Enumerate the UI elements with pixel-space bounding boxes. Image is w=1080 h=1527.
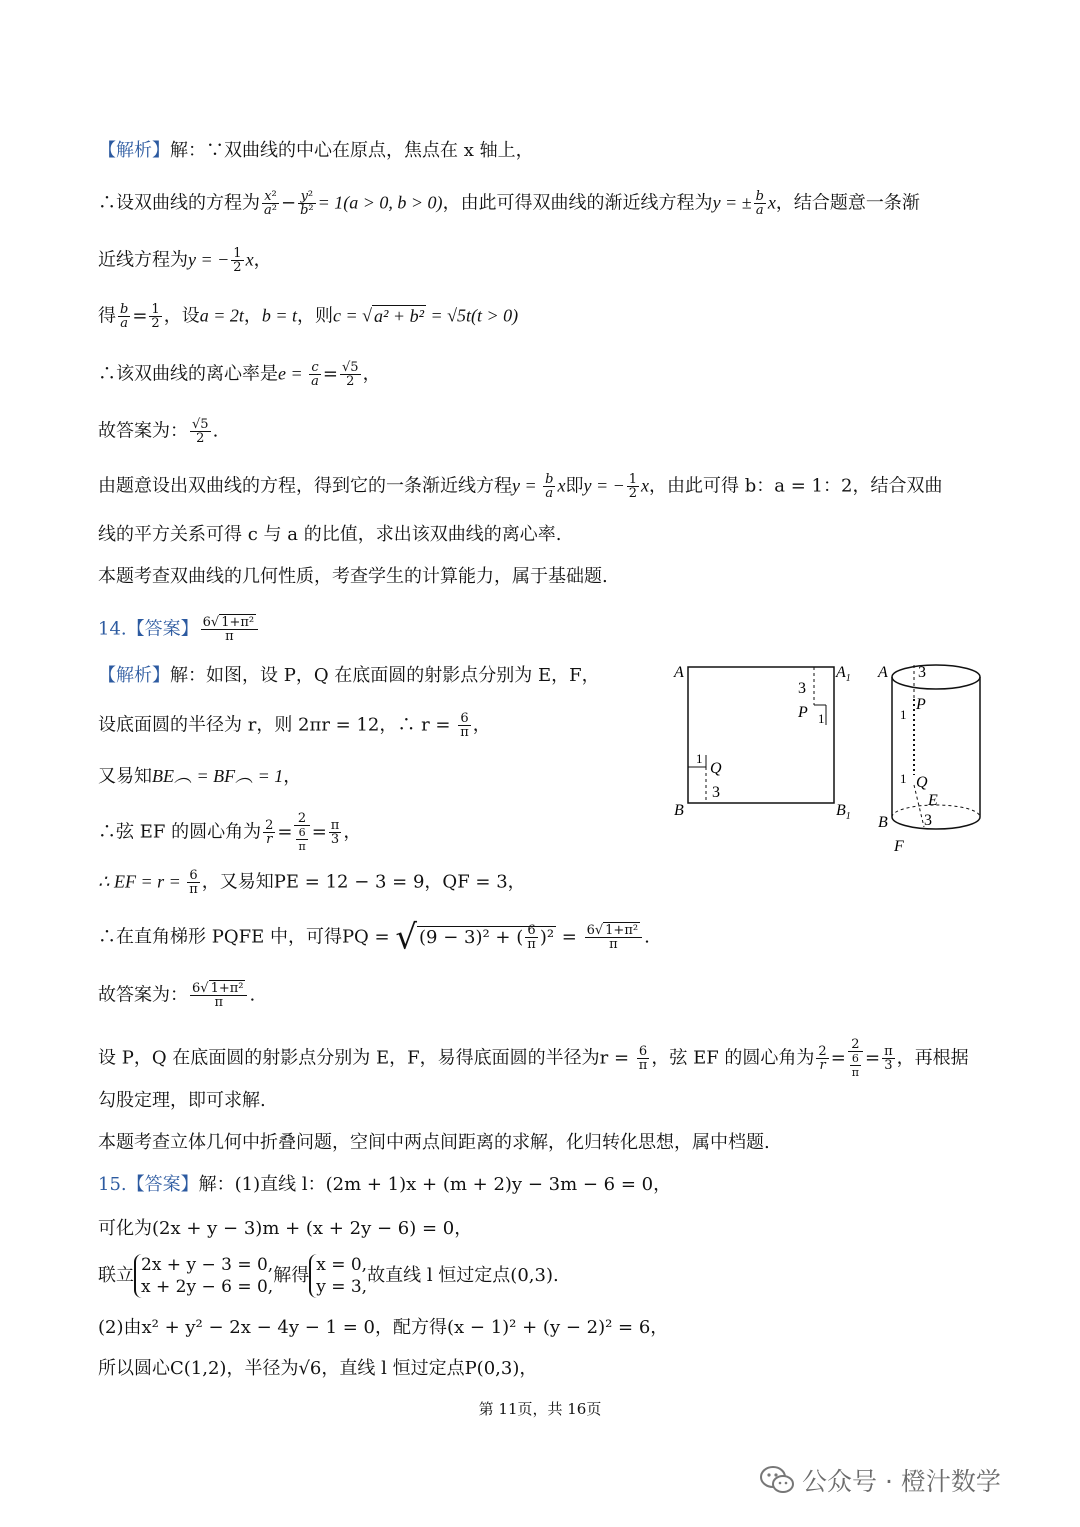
label-1-left: 1	[696, 751, 703, 766]
cyl-label-1-bottom: 1	[900, 771, 907, 786]
analysis-tag: 【解析】	[98, 140, 170, 161]
label-Q: Q	[710, 760, 722, 777]
page-footer: 第 11页，共 16页	[478, 1400, 602, 1418]
answer-tag: 【答案】	[126, 618, 199, 640]
cyl-label-E: E	[928, 792, 938, 809]
label-P: P	[798, 704, 808, 721]
q13-line-8: 线的平方关系可得 c 与 a 的比值，求出该双曲线的离心率.	[98, 524, 562, 545]
q14-line-10: 本题考查立体几何中折叠问题，空间中两点间距离的求解，化归转化思想，属中档题.	[98, 1132, 770, 1153]
cyl-label-1-top: 1	[900, 707, 907, 722]
analysis-tag: 【解析】	[98, 665, 170, 686]
cyl-label-3-top: 3	[918, 664, 926, 681]
cyl-label-F: F	[894, 838, 904, 855]
q14-line-2: 设底面圆的半径为 r，则 2πr = 12，∴ r = $\frac{6}{\pi}$ ，	[98, 711, 491, 740]
label-1-right: 1	[818, 711, 825, 726]
label-B: B	[674, 802, 684, 819]
cylinder-top	[892, 665, 980, 689]
q13-line-1: 【解析】解：∵双曲线的中心在原点，焦点在 x 轴上，	[98, 140, 534, 161]
q14-line-8: 设 P，Q 在底面圆的射影点分别为 E，F，易得底面圆的半径为r = $\frac{6}{\pi}$ ，弦 EF 的圆心角为 $\frac{2}{r}$ = $\frac{2}{\frac{6}{\pi}}$ = $\frac{\pi}{3}$ ，再根据	[98, 1037, 969, 1079]
watermark: 公众号 · 橙汁数学	[760, 1462, 1001, 1501]
geometry-figure	[668, 655, 988, 855]
wechat-icon	[760, 1465, 794, 1501]
label-A1: $A_1$	[836, 664, 851, 684]
equation-system-1: 2x + y − 3 = 0, x + 2y − 6 = 0,	[134, 1254, 273, 1298]
cyl-label-B: B	[878, 814, 888, 831]
label-B1: $B_1$	[836, 802, 851, 822]
q15-line-1: 15.【答案】解：(1)直线 l：(2m + 1)x + (m + 2)y − 3m − 6 = 0，	[98, 1174, 672, 1195]
label-A: A	[674, 664, 684, 681]
q13-line-5: ∴该双曲线的离心率是e = $\frac{c}{a}$ = $\frac{√5}{2}$ ，	[98, 360, 381, 389]
q14-line-5: ∴ EF = r = $\frac{6}{\pi}$ ，又易知PE = 12 − 3 = 9，QF = 3，	[98, 868, 526, 897]
equation-system-2: x = 0, y = 3,	[309, 1254, 367, 1298]
label-3-top: 3	[798, 680, 806, 697]
cyl-label-A: A	[878, 664, 888, 681]
q14-answer-line: 14.【答案】 $\frac{\text{6√ 1+π²}}{\pi}$	[98, 616, 260, 643]
q14-line-7: 故答案为： $\frac{\text{6√ 1+π²}}{\pi}$ .	[98, 981, 256, 1010]
q13-line-9: 本题考查双曲线的几何性质，考查学生的计算能力，属于基础题.	[98, 566, 608, 587]
cyl-label-3-bottom: 3	[924, 812, 932, 829]
q13-line-6: 故答案为： $\frac{√5}{2}$ .	[98, 417, 219, 446]
q14-line-3: 又易知BE︵ = BF︵ = 1，	[98, 766, 302, 787]
q15-line-4: (2)由x² + y² − 2x − 4y − 1 = 0，配方得(x − 1)² + (y − 2)² = 6，	[98, 1317, 669, 1338]
q15-line-2: 可化为(2x + y − 3)m + (x + 2y − 6) = 0，	[98, 1218, 473, 1239]
q13-line-2: ∴设双曲线的方程为 $\frac{\text{x²}}{\text{a²}}$ − $\frac{\text{y²}}{\text{b²}}$ = 1(a > 0, b > 0)，由此可得双曲线的渐近线方程为y = ± $\frac{b}{a}$ x，结合题意一条渐	[98, 189, 920, 218]
q13-line-7: 由题意设出双曲线的方程，得到它的一条渐近线方程y = $\frac{b}{a}$ x即y = − $\frac{1}{2}$ x，由此可得 b：a = 1：2，结合双曲	[98, 472, 943, 501]
q15-line-3: 联立 2x + y − 3 = 0, x + 2y − 6 = 0,解得 x = 0, y = 3,故直线 l 恒过定点(0,3).	[98, 1255, 559, 1297]
q14-line-6: ∴在直角梯形 PQFE 中，可得PQ = √ (9 − 3)² + ( $\frac{6}{\pi}$ )² = $\frac{\text{6√ 1+π²}}{\pi}$ .	[98, 917, 650, 958]
cyl-label-P: P	[916, 696, 926, 713]
answer-tag: 【答案】	[126, 1174, 199, 1195]
cylinder-bottom-front	[892, 817, 980, 829]
q14-line-1: 【解析】解：如图，设 P，Q 在底面圆的射影点分别为 E，F，	[98, 665, 600, 686]
label-3-bottom: 3	[712, 784, 720, 801]
q15-line-5: 所以圆心C(1,2)，半径为√6，直线 l 恒过定点P(0,3)，	[98, 1358, 538, 1379]
square-outline	[688, 667, 834, 803]
q13-line-3: 近线方程为y = − $\frac{1}{2}$ x，	[98, 246, 272, 275]
q13-line-4: 得 $\frac{b}{a}$ = $\frac{1}{2}$ ，设a = 2t，b = t，则c = √ a² + b² = √5t(t > 0)	[98, 302, 519, 331]
cyl-label-Q: Q	[916, 774, 928, 791]
q14-line-9: 勾股定理，即可求解.	[98, 1090, 266, 1111]
q14-line-4: ∴弦 EF 的圆心角为 $\frac{2}{r}$ = $\frac{2}{\frac{6}{\pi}}$ = $\frac{\pi}{3}$ ，	[98, 811, 362, 853]
